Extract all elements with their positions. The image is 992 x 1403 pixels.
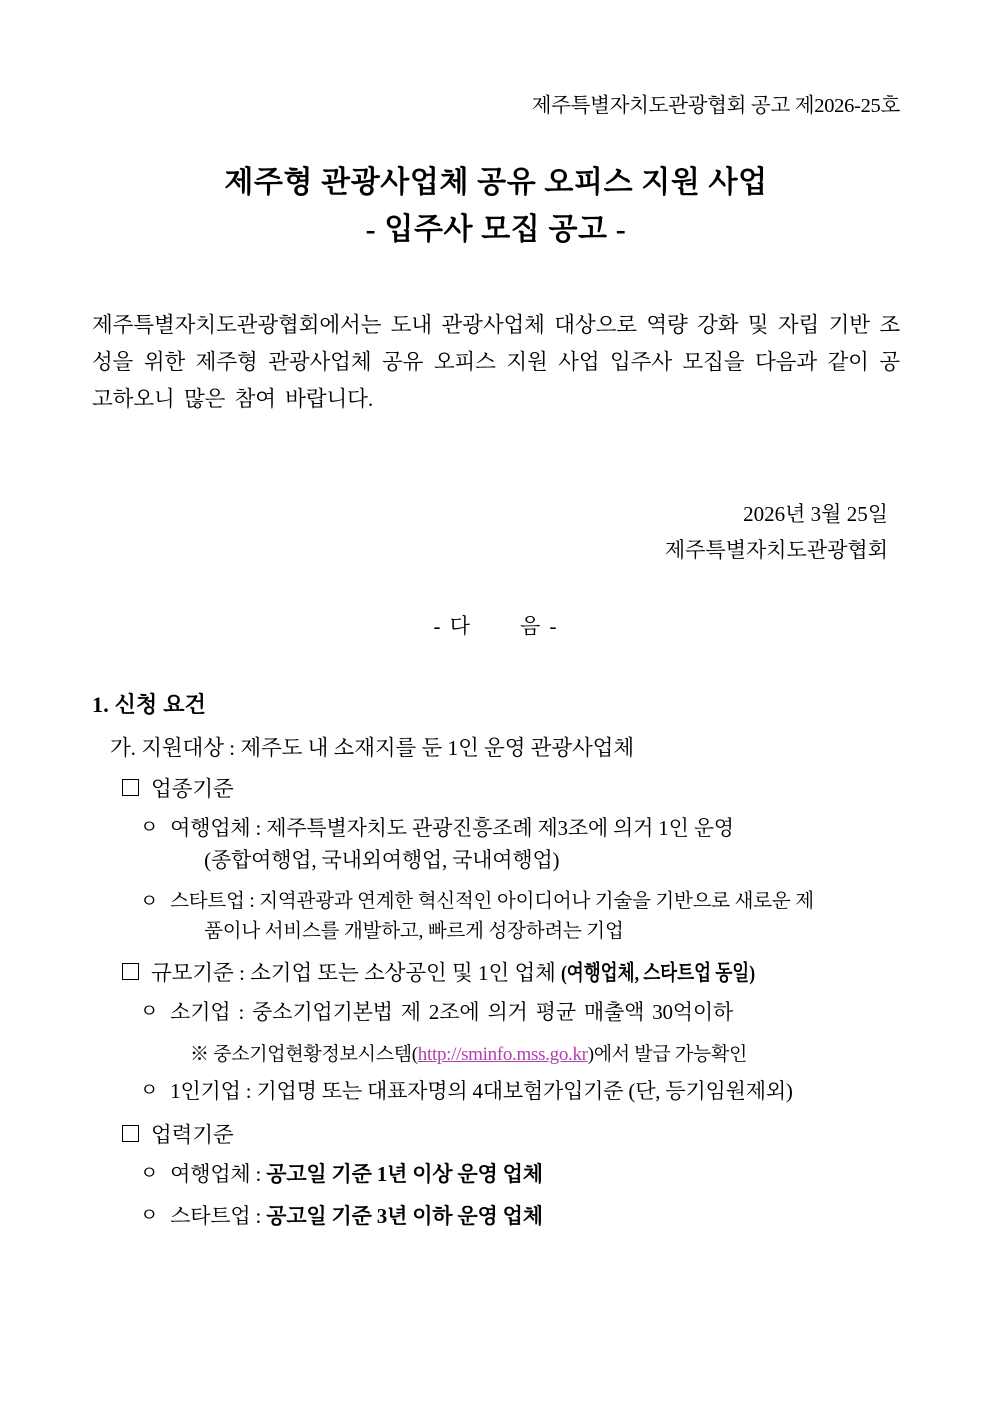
checkbox-icon — [122, 963, 139, 980]
circle-marker-icon: ㅇ — [140, 890, 159, 912]
title-line-2: - 입주사 모집 공고 - — [365, 212, 627, 246]
criteria-industry-label: 업종기준 — [151, 777, 234, 802]
criteria-experience-label: 업력기준 — [151, 1123, 234, 1147]
startup-row — [140, 887, 900, 946]
travel-business-subtext: (종합여행업, 국내외여행업, 국내여행업) — [204, 848, 560, 873]
criteria-experience-row — [122, 1118, 900, 1149]
small-business-row — [140, 997, 900, 1029]
circle-marker-icon: ㅇ — [140, 817, 159, 839]
travel-business-text-wrap — [170, 813, 900, 877]
title-line-1: 제주형 관광사업체 공유 오피스 지원 사업 — [224, 166, 768, 199]
criteria-scale-note: (여행업체, 스타트업 동일) — [561, 961, 756, 986]
travel-business-row — [140, 813, 900, 877]
travel-business-text: 여행업체 : 제주특별자치도 관광진흥조례 제3조에 의거 1인 운영 — [170, 816, 734, 841]
startup-text: 스타트업 : 지역관광과 연계한 혁신적인 아이디어나 기술을 기반으로 새로운 제 — [170, 890, 814, 912]
signature-date: 2026년 3월 25일 — [743, 501, 888, 526]
section-1-item-ga: 가. 지원대상 : 제주도 내 소재지를 둔 1인 운영 관광사업체 — [110, 736, 634, 761]
travel-years-value: 공고일 기준 1년 이상 운영 업체 — [266, 1162, 543, 1186]
daeum-left: - 다 — [433, 614, 472, 639]
circle-marker-icon: ㅇ — [140, 1001, 159, 1023]
circle-marker-icon: ㅇ — [140, 1204, 159, 1226]
startup-text-wrap — [170, 887, 900, 946]
startup-years-value: 공고일 기준 3년 이하 운영 업체 — [266, 1203, 543, 1228]
signature-block — [92, 496, 900, 568]
checkbox-icon — [122, 779, 139, 796]
startup-subtext: 품이나 서비스를 개발하고, 빠르게 성장하려는 기업 — [204, 920, 624, 942]
criteria-industry-row — [122, 772, 900, 803]
criteria-scale-label-wrap — [151, 956, 798, 987]
one-person-company-text: 1인기업 : 기업명 또는 대표자명의 4대보험가입기준 (단, 등기임원제외) — [170, 1079, 793, 1104]
daeum-divider — [92, 610, 900, 640]
sminfo-note — [190, 1039, 900, 1066]
daeum-right: 음 - — [520, 614, 559, 639]
signature-organization: 제주특별자치도관광협회 — [664, 538, 888, 563]
intro-paragraph: 제주특별자치도관광협회에서는 도내 관광사업체 대상으로 역량 강화 및 자립 기반 조성을 위한 제주형 관광사업체 공유 오피스 지원 사업 입주사 모집을 다음과 같이 공고하오니 많은 참여 바랍니다. — [92, 313, 900, 411]
criteria-scale-label: 규모기준 : 소기업 또는 소상공인 및 1인 업체 — [151, 961, 556, 986]
one-person-company-row — [140, 1076, 900, 1108]
travel-years-text-wrap — [170, 1159, 900, 1191]
circle-marker-icon: ㅇ — [140, 1163, 159, 1184]
checkbox-icon — [122, 1125, 139, 1142]
circle-marker-icon: ㅇ — [140, 1080, 159, 1102]
small-business-text: 소기업 : 중소기업기본법 제 2조에 의거 평균 매출액 30억이하 — [170, 1000, 734, 1025]
startup-years-text-wrap — [170, 1201, 900, 1233]
document-number: 제주특별자치도관광협회 공고 제2026-25호 — [531, 95, 900, 117]
document-title — [92, 160, 900, 253]
sminfo-note-prefix: ※ 중소기업현황정보시스템( — [190, 1044, 418, 1066]
section-1-heading: 1. 신청 요건 — [92, 692, 207, 718]
sminfo-link[interactable]: http://sminfo.mss.go.kr — [417, 1044, 588, 1066]
travel-years-prefix: 여행업체 : — [170, 1162, 267, 1186]
criteria-scale-row — [122, 956, 900, 987]
startup-years-row — [140, 1201, 900, 1233]
travel-years-row — [140, 1159, 900, 1191]
sminfo-note-suffix: )에서 발급 가능확인 — [587, 1044, 748, 1066]
startup-years-prefix: 스타트업 : — [170, 1203, 267, 1228]
